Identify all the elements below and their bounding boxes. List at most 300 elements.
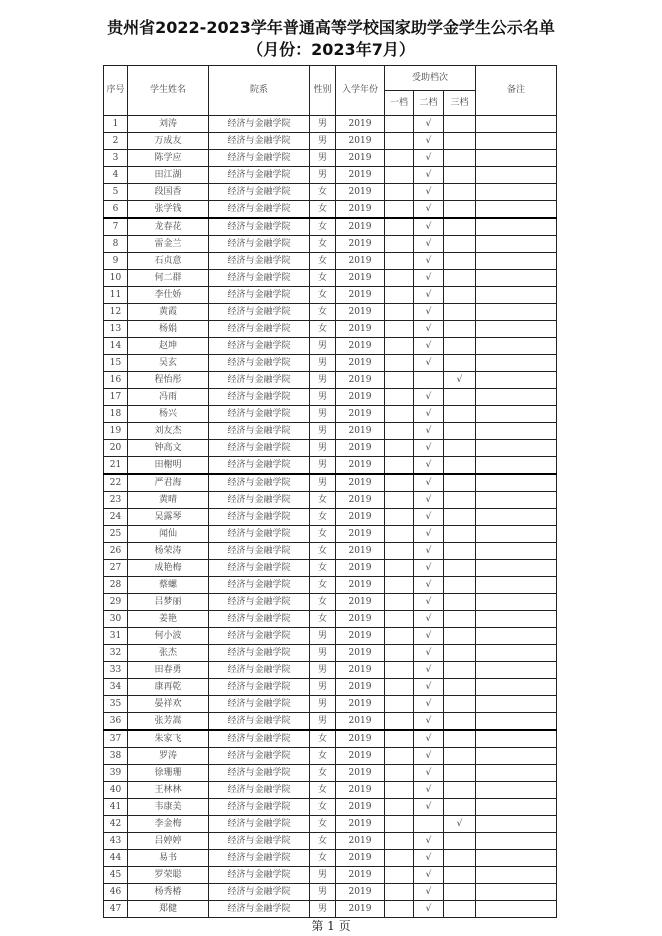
level1-cell xyxy=(385,287,414,304)
level1-cell xyxy=(385,372,414,389)
check-mark-icon: √ xyxy=(425,169,432,180)
level1-cell xyxy=(385,492,414,509)
header-name: 学生姓名 xyxy=(128,66,209,116)
remark-cell xyxy=(476,201,557,219)
department: 经济与金融学院 xyxy=(209,884,310,901)
check-mark-icon: √ xyxy=(425,698,432,709)
gender: 男 xyxy=(310,713,336,731)
row-number: 19 xyxy=(104,423,128,440)
student-name: 杨兴 xyxy=(128,406,209,423)
level2-cell xyxy=(414,133,444,150)
department: 经济与金融学院 xyxy=(209,270,310,287)
enrollment-year: 2019 xyxy=(336,338,385,355)
level3-cell xyxy=(444,526,476,543)
enrollment-year: 2019 xyxy=(336,389,385,406)
level2-cell xyxy=(414,253,444,270)
level1-cell xyxy=(385,577,414,594)
enrollment-year: 2019 xyxy=(336,901,385,918)
student-name: 罗荣聪 xyxy=(128,867,209,884)
level1-cell xyxy=(385,543,414,560)
student-name: 杨荣涛 xyxy=(128,543,209,560)
enrollment-year: 2019 xyxy=(336,730,385,748)
level1-cell xyxy=(385,748,414,765)
check-mark-icon: √ xyxy=(425,511,432,522)
department: 经济与金融学院 xyxy=(209,457,310,475)
enrollment-year: 2019 xyxy=(336,201,385,219)
check-mark-icon: √ xyxy=(425,255,432,266)
level1-cell xyxy=(385,509,414,526)
table-row xyxy=(104,662,557,679)
student-name: 姜艳 xyxy=(128,611,209,628)
enrollment-year: 2019 xyxy=(336,611,385,628)
level2-cell xyxy=(414,884,444,901)
level1-cell xyxy=(385,150,414,167)
check-mark-icon: √ xyxy=(425,152,432,163)
department: 经济与金融学院 xyxy=(209,526,310,543)
level1-cell xyxy=(385,679,414,696)
level2-cell xyxy=(414,201,444,219)
row-number: 16 xyxy=(104,372,128,389)
check-mark-icon: √ xyxy=(425,528,432,539)
remark-cell xyxy=(476,850,557,867)
department: 经济与金融学院 xyxy=(209,287,310,304)
enrollment-year: 2019 xyxy=(336,167,385,184)
page-number: 第 1 页 xyxy=(311,919,351,933)
remark-cell xyxy=(476,167,557,184)
check-mark-icon: √ xyxy=(425,903,432,914)
gender: 男 xyxy=(310,679,336,696)
student-name: 田春勇 xyxy=(128,662,209,679)
student-name: 徐珊珊 xyxy=(128,765,209,782)
remark-cell xyxy=(476,372,557,389)
check-mark-icon: √ xyxy=(425,459,432,470)
table-row xyxy=(104,253,557,270)
remark-cell xyxy=(476,287,557,304)
row-number: 5 xyxy=(104,184,128,201)
department: 经济与金融学院 xyxy=(209,679,310,696)
check-mark-icon: √ xyxy=(425,647,432,658)
gender: 男 xyxy=(310,457,336,475)
student-name: 冯雨 xyxy=(128,389,209,406)
check-mark-icon: √ xyxy=(425,357,432,368)
department: 经济与金融学院 xyxy=(209,184,310,201)
level2-cell xyxy=(414,372,444,389)
row-number: 8 xyxy=(104,236,128,253)
department: 经济与金融学院 xyxy=(209,406,310,423)
enrollment-year: 2019 xyxy=(336,884,385,901)
level2-cell xyxy=(414,526,444,543)
gender: 女 xyxy=(310,833,336,850)
level3-cell xyxy=(444,543,476,560)
enrollment-year: 2019 xyxy=(336,543,385,560)
remark-cell xyxy=(476,679,557,696)
row-number: 29 xyxy=(104,594,128,611)
level3-cell xyxy=(444,816,476,833)
student-name: 吴玄 xyxy=(128,355,209,372)
gender: 女 xyxy=(310,253,336,270)
header-remark: 备注 xyxy=(476,66,557,116)
remark-cell xyxy=(476,611,557,628)
row-number: 46 xyxy=(104,884,128,901)
department: 经济与金融学院 xyxy=(209,833,310,850)
enrollment-year: 2019 xyxy=(336,253,385,270)
department: 经济与金融学院 xyxy=(209,850,310,867)
table-row xyxy=(104,474,557,492)
remark-cell xyxy=(476,696,557,713)
table-row xyxy=(104,867,557,884)
remark-cell xyxy=(476,884,557,901)
level3-cell xyxy=(444,236,476,253)
level2-cell xyxy=(414,304,444,321)
remark-cell xyxy=(476,253,557,270)
department: 经济与金融学院 xyxy=(209,304,310,321)
remark-cell xyxy=(476,713,557,731)
student-name: 朱家飞 xyxy=(128,730,209,748)
level3-cell xyxy=(444,184,476,201)
gender: 男 xyxy=(310,440,336,457)
department: 经济与金融学院 xyxy=(209,696,310,713)
level2-cell xyxy=(414,218,444,236)
level3-cell xyxy=(444,884,476,901)
department: 经济与金融学院 xyxy=(209,116,310,133)
enrollment-year: 2019 xyxy=(336,799,385,816)
department: 经济与金融学院 xyxy=(209,236,310,253)
remark-cell xyxy=(476,150,557,167)
table-row xyxy=(104,611,557,628)
check-mark-icon: √ xyxy=(425,579,432,590)
department: 经济与金融学院 xyxy=(209,765,310,782)
level3-cell xyxy=(444,338,476,355)
student-name: 晏祥欢 xyxy=(128,696,209,713)
level1-cell xyxy=(385,884,414,901)
check-mark-icon: √ xyxy=(425,203,432,214)
table-row xyxy=(104,645,557,662)
level3-cell xyxy=(444,867,476,884)
level3-cell xyxy=(444,662,476,679)
check-mark-icon: √ xyxy=(425,118,432,129)
remark-cell xyxy=(476,509,557,526)
level2-cell xyxy=(414,457,444,475)
level1-cell xyxy=(385,799,414,816)
gender: 女 xyxy=(310,184,336,201)
row-number: 24 xyxy=(104,509,128,526)
level1-cell xyxy=(385,901,414,918)
level1-cell xyxy=(385,765,414,782)
level3-cell xyxy=(444,440,476,457)
level3-cell xyxy=(444,150,476,167)
level3-cell xyxy=(444,253,476,270)
enrollment-year: 2019 xyxy=(336,594,385,611)
gender: 女 xyxy=(310,543,336,560)
row-number: 47 xyxy=(104,901,128,918)
level3-cell xyxy=(444,474,476,492)
level2-cell xyxy=(414,662,444,679)
check-mark-icon: √ xyxy=(425,750,432,761)
level2-cell xyxy=(414,799,444,816)
header-dept: 院系 xyxy=(209,66,310,116)
level1-cell xyxy=(385,457,414,475)
level2-cell xyxy=(414,406,444,423)
gender: 女 xyxy=(310,321,336,338)
level3-cell xyxy=(444,355,476,372)
gender: 男 xyxy=(310,423,336,440)
gender: 女 xyxy=(310,218,336,236)
enrollment-year: 2019 xyxy=(336,492,385,509)
gender: 女 xyxy=(310,594,336,611)
student-name: 雷金兰 xyxy=(128,236,209,253)
level1-cell xyxy=(385,594,414,611)
table-row xyxy=(104,850,557,867)
row-number: 17 xyxy=(104,389,128,406)
enrollment-year: 2019 xyxy=(336,270,385,287)
remark-cell xyxy=(476,270,557,287)
check-mark-icon: √ xyxy=(425,784,432,795)
student-name: 刘涛 xyxy=(128,116,209,133)
table-row xyxy=(104,423,557,440)
table-row xyxy=(104,184,557,201)
enrollment-year: 2019 xyxy=(336,457,385,475)
gender: 女 xyxy=(310,560,336,577)
row-number: 30 xyxy=(104,611,128,628)
level2-cell xyxy=(414,389,444,406)
level2-cell xyxy=(414,628,444,645)
check-mark-icon: √ xyxy=(425,238,432,249)
check-mark-icon: √ xyxy=(425,425,432,436)
row-number: 39 xyxy=(104,765,128,782)
gender: 男 xyxy=(310,474,336,492)
department: 经济与金融学院 xyxy=(209,253,310,270)
check-mark-icon: √ xyxy=(425,408,432,419)
level3-cell xyxy=(444,730,476,748)
level3-cell xyxy=(444,423,476,440)
level1-cell xyxy=(385,406,414,423)
gender: 男 xyxy=(310,628,336,645)
table-row xyxy=(104,133,557,150)
remark-cell xyxy=(476,474,557,492)
student-name: 杨秀椿 xyxy=(128,884,209,901)
check-mark-icon: √ xyxy=(425,494,432,505)
gender: 女 xyxy=(310,492,336,509)
row-number: 4 xyxy=(104,167,128,184)
row-number: 23 xyxy=(104,492,128,509)
table-row xyxy=(104,730,557,748)
student-name: 张杰 xyxy=(128,645,209,662)
gender: 男 xyxy=(310,150,336,167)
student-name: 吕梦丽 xyxy=(128,594,209,611)
level3-cell xyxy=(444,628,476,645)
row-number: 43 xyxy=(104,833,128,850)
level3-cell xyxy=(444,167,476,184)
remark-cell xyxy=(476,440,557,457)
level2-cell xyxy=(414,355,444,372)
gender: 男 xyxy=(310,133,336,150)
table-row xyxy=(104,765,557,782)
level2-cell xyxy=(414,338,444,355)
check-mark-icon: √ xyxy=(425,323,432,334)
check-mark-icon: √ xyxy=(425,135,432,146)
gender: 男 xyxy=(310,867,336,884)
row-number: 33 xyxy=(104,662,128,679)
level3-cell xyxy=(444,457,476,475)
level2-cell xyxy=(414,270,444,287)
row-number: 44 xyxy=(104,850,128,867)
check-mark-icon: √ xyxy=(425,630,432,641)
student-name: 郑健 xyxy=(128,901,209,918)
level1-cell xyxy=(385,236,414,253)
check-mark-icon: √ xyxy=(425,664,432,675)
student-name: 康再乾 xyxy=(128,679,209,696)
department: 经济与金融学院 xyxy=(209,628,310,645)
level2-cell xyxy=(414,474,444,492)
level1-cell xyxy=(385,270,414,287)
department: 经济与金融学院 xyxy=(209,611,310,628)
header-sex: 性别 xyxy=(310,66,336,116)
remark-cell xyxy=(476,526,557,543)
department: 经济与金融学院 xyxy=(209,321,310,338)
table-row xyxy=(104,116,557,133)
level3-cell xyxy=(444,116,476,133)
table-row xyxy=(104,696,557,713)
level3-cell xyxy=(444,645,476,662)
level2-cell xyxy=(414,696,444,713)
gender: 男 xyxy=(310,696,336,713)
table-row xyxy=(104,492,557,509)
document-subtitle: （月份：2023年7月） xyxy=(247,40,415,59)
department: 经济与金融学院 xyxy=(209,645,310,662)
level1-cell xyxy=(385,816,414,833)
department: 经济与金融学院 xyxy=(209,901,310,918)
gender: 女 xyxy=(310,304,336,321)
level2-cell xyxy=(414,833,444,850)
gender: 男 xyxy=(310,338,336,355)
level2-cell xyxy=(414,594,444,611)
check-mark-icon: √ xyxy=(425,613,432,624)
level2-cell xyxy=(414,867,444,884)
check-mark-icon: √ xyxy=(425,186,432,197)
row-number: 41 xyxy=(104,799,128,816)
row-number: 37 xyxy=(104,730,128,748)
check-mark-icon: √ xyxy=(456,374,463,385)
check-mark-icon: √ xyxy=(425,852,432,863)
enrollment-year: 2019 xyxy=(336,765,385,782)
student-name: 吴露琴 xyxy=(128,509,209,526)
check-mark-icon: √ xyxy=(425,272,432,283)
gender: 男 xyxy=(310,901,336,918)
remark-cell xyxy=(476,628,557,645)
level3-cell xyxy=(444,133,476,150)
level2-cell xyxy=(414,150,444,167)
remark-cell xyxy=(476,236,557,253)
table-row xyxy=(104,901,557,918)
level2-cell xyxy=(414,440,444,457)
check-mark-icon: √ xyxy=(425,562,432,573)
department: 经济与金融学院 xyxy=(209,594,310,611)
level3-cell xyxy=(444,372,476,389)
remark-cell xyxy=(476,116,557,133)
level1-cell xyxy=(385,782,414,799)
enrollment-year: 2019 xyxy=(336,355,385,372)
student-name: 石贞意 xyxy=(128,253,209,270)
remark-cell xyxy=(476,406,557,423)
remark-cell xyxy=(476,594,557,611)
level3-cell xyxy=(444,509,476,526)
check-mark-icon: √ xyxy=(425,340,432,351)
gender: 男 xyxy=(310,662,336,679)
table-row xyxy=(104,304,557,321)
enrollment-year: 2019 xyxy=(336,662,385,679)
student-name: 闻仙 xyxy=(128,526,209,543)
check-mark-icon: √ xyxy=(425,886,432,897)
row-number: 2 xyxy=(104,133,128,150)
level3-cell xyxy=(444,270,476,287)
table-row xyxy=(104,218,557,236)
level2-cell xyxy=(414,423,444,440)
level1-cell xyxy=(385,167,414,184)
gender: 女 xyxy=(310,526,336,543)
gender: 男 xyxy=(310,389,336,406)
student-name: 杨娟 xyxy=(128,321,209,338)
level3-cell xyxy=(444,713,476,731)
row-number: 11 xyxy=(104,287,128,304)
table-row xyxy=(104,816,557,833)
check-mark-icon: √ xyxy=(425,681,432,692)
level1-cell xyxy=(385,304,414,321)
level3-cell xyxy=(444,679,476,696)
enrollment-year: 2019 xyxy=(336,782,385,799)
student-name: 万成友 xyxy=(128,133,209,150)
enrollment-year: 2019 xyxy=(336,321,385,338)
level3-cell xyxy=(444,799,476,816)
table-row xyxy=(104,748,557,765)
gender: 女 xyxy=(310,850,336,867)
remark-cell xyxy=(476,321,557,338)
check-mark-icon: √ xyxy=(425,835,432,846)
row-number: 25 xyxy=(104,526,128,543)
table-row xyxy=(104,287,557,304)
level2-cell xyxy=(414,577,444,594)
row-number: 42 xyxy=(104,816,128,833)
level1-cell xyxy=(385,730,414,748)
enrollment-year: 2019 xyxy=(336,304,385,321)
enrollment-year: 2019 xyxy=(336,850,385,867)
department: 经济与金融学院 xyxy=(209,867,310,884)
department: 经济与金融学院 xyxy=(209,133,310,150)
enrollment-year: 2019 xyxy=(336,645,385,662)
student-name: 李金梅 xyxy=(128,816,209,833)
department: 经济与金融学院 xyxy=(209,355,310,372)
level2-cell xyxy=(414,116,444,133)
remark-cell xyxy=(476,645,557,662)
student-name: 吕婷婷 xyxy=(128,833,209,850)
row-number: 34 xyxy=(104,679,128,696)
level1-cell xyxy=(385,628,414,645)
header-no: 序号 xyxy=(104,66,128,116)
department: 经济与金融学院 xyxy=(209,201,310,219)
table-row xyxy=(104,543,557,560)
level2-cell xyxy=(414,901,444,918)
row-number: 28 xyxy=(104,577,128,594)
level2-cell xyxy=(414,679,444,696)
enrollment-year: 2019 xyxy=(336,150,385,167)
gender: 男 xyxy=(310,884,336,901)
level3-cell xyxy=(444,321,476,338)
check-mark-icon: √ xyxy=(456,818,463,829)
enrollment-year: 2019 xyxy=(336,833,385,850)
level1-cell xyxy=(385,645,414,662)
department: 经济与金融学院 xyxy=(209,577,310,594)
department: 经济与金融学院 xyxy=(209,543,310,560)
remark-cell xyxy=(476,423,557,440)
